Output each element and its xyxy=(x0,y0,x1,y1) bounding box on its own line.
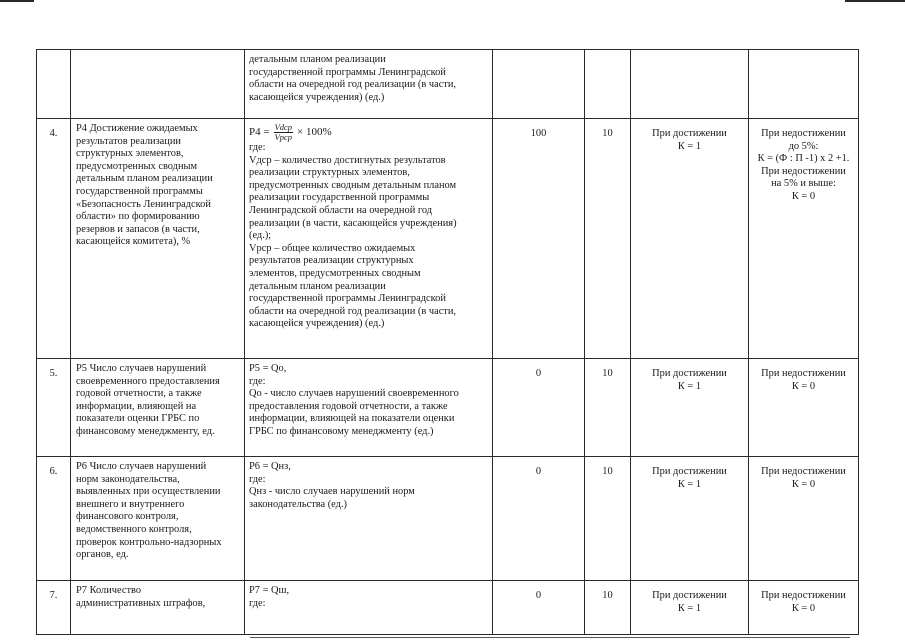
indicator-formula xyxy=(245,119,493,359)
text-line: предоставления годовой отчетности, а также xyxy=(249,400,448,412)
text-line: детальным планом реализации xyxy=(249,280,386,292)
table-row-continuation xyxy=(37,50,859,119)
text-line: детальным планом реализации xyxy=(76,173,213,185)
text-line: К = 0 xyxy=(791,190,816,202)
formula-expression: P4 = $\frac{\text{Vdcp}}{\text{Vpcp}}$ × 100% xyxy=(249,122,332,142)
text-line: При достижении xyxy=(652,590,727,601)
text-line: При достижении xyxy=(652,128,727,139)
fail-rule xyxy=(749,457,859,581)
text-line: предусмотренных сводным xyxy=(76,160,198,172)
indicator-formula xyxy=(245,359,493,457)
text-line: области на очередной год реализации (в части, xyxy=(249,79,457,91)
text-line: государственной программы Ленинградской xyxy=(249,66,446,78)
formula-description xyxy=(249,388,488,438)
formula-where: где: xyxy=(249,375,266,387)
formula-expression: P6 = Qнз, xyxy=(249,461,291,472)
text-line: ГРБС по финансовому менеджменту (ед.) xyxy=(249,425,434,437)
cell-target xyxy=(493,50,585,119)
text-line: касающейся комитета), % xyxy=(76,236,191,248)
text-line: законодательства (ед.) xyxy=(249,498,348,510)
text-line: (ед.); xyxy=(249,230,272,242)
text-line: Vдср – количество достигнутых результатов xyxy=(249,154,446,166)
indicator-name xyxy=(71,581,245,635)
formula-where: где: xyxy=(249,473,266,485)
text-line: P4 Достижение ожидаемых xyxy=(76,123,198,134)
row-number: 4. xyxy=(37,119,71,359)
target-value: 0 xyxy=(493,359,585,457)
indicator-formula xyxy=(245,457,493,581)
text-line: касающейся учреждения) (ед.) xyxy=(249,318,385,330)
text-line: К = 1 xyxy=(677,140,702,152)
text-line: Vрср – общее количество ожидаемых xyxy=(249,242,416,254)
text-line: При недостижении xyxy=(761,128,846,139)
achieve-rule xyxy=(631,581,749,635)
text-line: выявленных при осуществлении xyxy=(76,486,221,498)
formula-expression: P7 = Qш, xyxy=(249,585,290,596)
cell-achieve xyxy=(631,50,749,119)
formula-where: где: xyxy=(249,142,266,153)
cell-fail xyxy=(749,50,859,119)
scan-edge-mark-bottom xyxy=(250,637,850,638)
text-line: P5 Число случаев нарушений xyxy=(76,363,207,374)
fail-rule xyxy=(749,359,859,457)
scan-edge-mark-left xyxy=(0,0,34,2)
weight-value: 10 xyxy=(585,359,631,457)
text-line: P6 Число случаев нарушений xyxy=(76,461,207,472)
text-line: При достижении xyxy=(652,368,727,379)
text-line: «Безопасность Ленинградской xyxy=(76,198,211,210)
text-line: внешнего и внутреннего xyxy=(76,498,185,510)
text-line: К = 1 xyxy=(677,602,702,614)
text-line: структурных элементов, xyxy=(76,148,184,160)
text-line: годовой отчетности, а также xyxy=(76,388,202,400)
text-line: органов, ед. xyxy=(76,549,129,561)
text-line: норм законодательства, xyxy=(76,473,180,485)
text-line: Qo - число случаев нарушений своевременного xyxy=(249,388,459,400)
text-line: При недостижении xyxy=(761,165,846,177)
text-line: К = 0 xyxy=(791,478,816,490)
fail-rule xyxy=(749,581,859,635)
indicators-table xyxy=(36,49,859,635)
formula-description xyxy=(249,486,488,511)
text-line: К = 0 xyxy=(791,380,816,392)
text-line: результатов реализации структурных xyxy=(249,255,414,267)
table-row xyxy=(37,457,859,581)
formula-where: где: xyxy=(249,597,266,609)
formula-description xyxy=(249,155,488,331)
text-line: области» по формированию xyxy=(76,211,200,223)
text-line: При недостижении xyxy=(761,368,846,379)
text-line: реализации структурных элементов, xyxy=(249,167,410,179)
text-line: результатов реализации xyxy=(76,135,181,147)
text-line: на 5% и выше: xyxy=(771,178,836,190)
achieve-rule xyxy=(631,457,749,581)
cell-weight xyxy=(585,50,631,119)
achieve-rule xyxy=(631,359,749,457)
text-line: реализации (в части, касающейся учреждения) xyxy=(249,217,457,229)
text-line: реализации государственной программы xyxy=(249,192,430,204)
text-line: предусмотренных сводным детальным планом xyxy=(249,179,457,191)
formula-fraction: $\frac{\text{Vdcp}}{\text{Vpcp}}$ xyxy=(274,122,293,142)
text-line: резервов и запасов (в части, xyxy=(76,223,200,235)
table-row xyxy=(37,119,859,359)
text-line: К = 1 xyxy=(677,380,702,392)
weight-value: 10 xyxy=(585,119,631,359)
target-value: 100 xyxy=(493,119,585,359)
formula-description xyxy=(249,54,488,104)
fail-rule xyxy=(749,119,859,359)
text-line: показатели оценки ГРБС по xyxy=(76,413,200,425)
text-line: касающейся учреждения) (ед.) xyxy=(249,91,385,103)
target-value: 0 xyxy=(493,581,585,635)
cell-num xyxy=(37,50,71,119)
text-line: области на очередной год реализации (в части, xyxy=(249,305,457,317)
achieve-rule xyxy=(631,119,749,359)
text-line: К = 1 xyxy=(677,478,702,490)
text-line: финансового контроля, xyxy=(76,511,179,523)
text-line: При достижении xyxy=(652,466,727,477)
table-row xyxy=(37,581,859,635)
cell-formula xyxy=(245,50,493,119)
text-line: информации, влияющей на xyxy=(76,400,197,412)
text-line: административных штрафов, xyxy=(76,597,206,609)
text-line: до 5%: xyxy=(788,140,819,152)
text-line: государственной программы Ленинградской xyxy=(249,293,446,305)
indicator-formula xyxy=(245,581,493,635)
weight-value: 10 xyxy=(585,457,631,581)
scan-edge-mark-right xyxy=(845,0,905,2)
table-row xyxy=(37,359,859,457)
row-number: 6. xyxy=(37,457,71,581)
text-line: информации, влияющей на показатели оценки xyxy=(249,413,455,425)
weight-value: 10 xyxy=(585,581,631,635)
text-line: P7 Количество xyxy=(76,585,142,596)
text-line: К = (Ф : П -1) х 2 +1. xyxy=(757,153,850,165)
text-line: Ленинградской области на очередной год xyxy=(249,204,433,216)
row-number: 7. xyxy=(37,581,71,635)
text-line: финансовому менеджменту, ед. xyxy=(76,425,215,437)
text-line: При недостижении xyxy=(761,466,846,477)
text-line: своевременного предоставления xyxy=(76,375,220,387)
indicator-name xyxy=(71,359,245,457)
text-line: При недостижении xyxy=(761,590,846,601)
formula-expression: P5 = Qo, xyxy=(249,363,287,374)
cell-name xyxy=(71,50,245,119)
indicator-name xyxy=(71,119,245,359)
row-number: 5. xyxy=(37,359,71,457)
text-line: проверок контрольно-надзорных xyxy=(76,536,222,548)
target-value: 0 xyxy=(493,457,585,581)
text-line: Qнз - число случаев нарушений норм xyxy=(249,486,415,498)
text-line: ведомственного контроля, xyxy=(76,523,192,535)
indicator-name xyxy=(71,457,245,581)
text-line: элементов, предусмотренных сводным xyxy=(249,267,421,279)
text-line: К = 0 xyxy=(791,602,816,614)
text-line: государственной программы xyxy=(76,185,203,197)
text-line: детальным планом реализации xyxy=(249,54,386,65)
